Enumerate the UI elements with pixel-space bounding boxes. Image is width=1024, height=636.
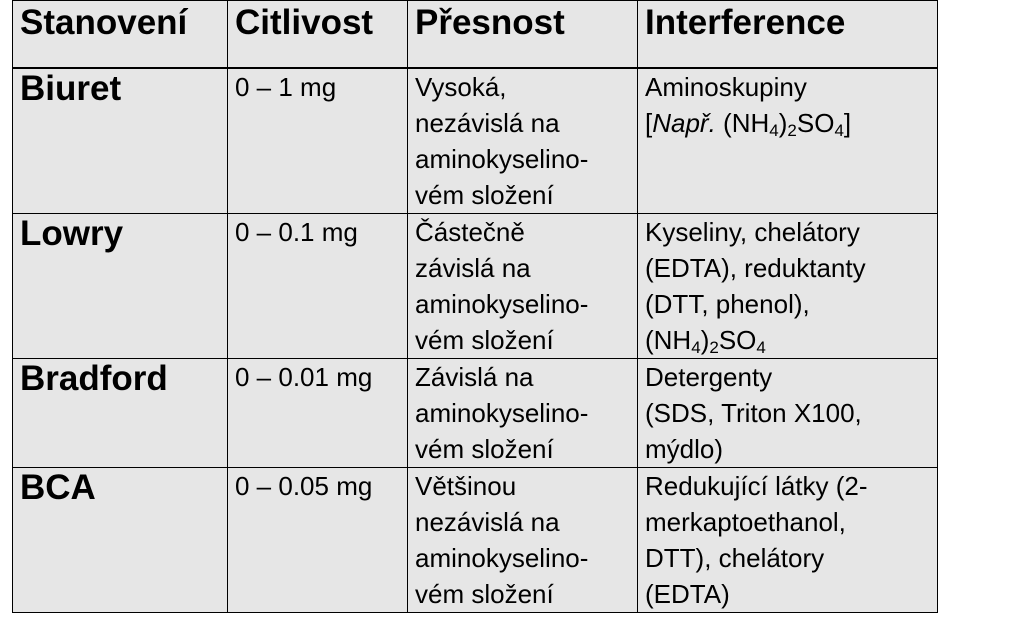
method-name: Biuret — [13, 68, 228, 214]
method-name: Bradford — [13, 359, 228, 468]
accuracy-line: nezávislá na — [415, 108, 560, 138]
accuracy-line: závislá na — [415, 253, 531, 283]
accuracy-value — [408, 359, 638, 468]
interference-line: DTT), chelátory — [645, 543, 825, 573]
interference-line: (DTT, phenol), — [645, 289, 810, 319]
accuracy-value — [408, 468, 638, 613]
sensitivity-value: 0 – 0.01 mg — [228, 359, 408, 468]
method-name: Lowry — [13, 214, 228, 359]
method-name: BCA — [13, 468, 228, 613]
interference-line: Detergenty — [645, 362, 773, 392]
header-accuracy: Přesnost — [408, 1, 638, 69]
header-method: Stanovení — [13, 1, 228, 69]
sensitivity-value: 0 – 0.05 mg — [228, 468, 408, 613]
sensitivity-value: 0 – 0.1 mg — [228, 214, 408, 359]
accuracy-line: aminokyselino- — [415, 289, 589, 319]
table-row — [13, 359, 938, 468]
sensitivity-value: 0 – 1 mg — [228, 68, 408, 214]
accuracy-line: Vysoká, — [415, 72, 507, 102]
table-row — [13, 68, 938, 214]
table-row — [13, 468, 938, 613]
interference-line: (SDS, Triton X100, — [645, 398, 862, 428]
interference-line: (EDTA) — [645, 579, 730, 609]
accuracy-line: vém složení — [415, 434, 554, 464]
accuracy-value — [408, 214, 638, 359]
accuracy-line: nezávislá na — [415, 507, 560, 537]
header-row — [13, 1, 938, 69]
header-interference: Interference — [638, 1, 938, 69]
interference-value — [638, 214, 938, 359]
protein-assay-table — [12, 0, 938, 613]
interference-line: Kyseliny, chelátory — [645, 217, 860, 247]
accuracy-line: aminokyselino- — [415, 543, 589, 573]
accuracy-line: aminokyselino- — [415, 398, 589, 428]
interference-value — [638, 359, 938, 468]
table-row — [13, 214, 938, 359]
accuracy-line: Závislá na — [415, 362, 534, 392]
interference-line: Redukující látky (2- — [645, 471, 868, 501]
accuracy-line: Většinou — [415, 471, 517, 501]
interference-value — [638, 68, 938, 214]
header-sensitivity: Citlivost — [228, 1, 408, 69]
accuracy-value — [408, 68, 638, 214]
interference-line: [Např. $(NH_4)_2SO_4$] — [645, 108, 852, 140]
interference-line: merkaptoethanol, — [645, 507, 846, 537]
accuracy-line: Částečně — [415, 217, 525, 247]
interference-line: $(NH_4)_2SO_4$ — [645, 325, 766, 357]
interference-line: mýdlo) — [645, 434, 724, 464]
accuracy-line: vém složení — [415, 180, 554, 210]
interference-line: Aminoskupiny — [645, 72, 807, 102]
accuracy-line: vém složení — [415, 579, 554, 609]
interference-line: (EDTA), reduktanty — [645, 253, 866, 283]
accuracy-line: aminokyselino- — [415, 144, 589, 174]
accuracy-line: vém složení — [415, 325, 554, 355]
interference-value — [638, 468, 938, 613]
